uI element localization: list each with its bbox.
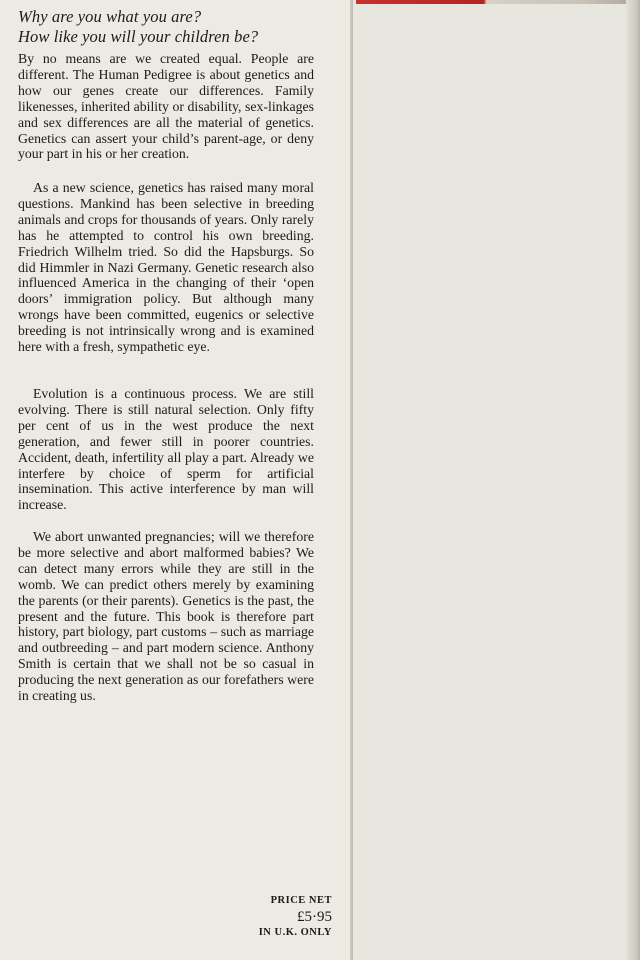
paragraph-4: We abort unwanted pregnancies; will we therefore be more selective and abort malformed babies? We can detect many errors while they are still in the womb. We can predict others merely by examining the parents (or their parents). Genetics is the past, the present and the future. This book is therefore part history, part biology, part customs – such as marriage and outbreeding – and part modern science. Anthony Smith is certain that we shall not be so casual in producing the next generation as our forefathers were in creating us.	[18, 529, 314, 704]
paragraph-3: Evolution is a continuous process. We are still evolving. There is still natural selection. Only fifty per cent of us in the west produce the next generation, and fewer still in poorer countries. Accident, death, infertility all play a part. Already we interfere by choice of sperm for artificial insemination. This active interference by man will increase.	[18, 386, 314, 513]
price-block	[259, 894, 332, 940]
heading-line-2: How like you will your children be?	[18, 27, 259, 46]
top-color-band	[356, 0, 640, 4]
inner-page	[353, 0, 640, 960]
paragraph-2: As a new science, genetics has raised many moral questions. Mankind has been selective in breeding animals and crops for thousands of years. Only rarely has he attempted to control his own breeding. Friedrich Wilhelm tried. So did the Hapsburgs. So did Himmler in Nazi Germany. Genetic research also influenced America in the changing of their ‘open doors’ immigration policy. But although many wrongs have been committed, eugenics or selective breeding is not intrinsically wrong and is examined here with a fresh, sympathetic eye.	[18, 180, 314, 355]
right-page-edge	[626, 0, 640, 960]
paragraph-1: By no means are we created equal. People are different. The Human Pedigree is about genetics and how our genes create our differences. Family likenesses, inherited ability or disability, sex-linkages and sex differences are all the material of genetics. Genetics can assert your child’s parent-age, or deny your part in his or her creation.	[18, 51, 314, 162]
price-value: £5·95	[297, 909, 332, 925]
price-note: IN U.K. ONLY	[258, 927, 332, 938]
heading-line-1: Why are you what you are?	[18, 7, 202, 26]
price-label: PRICE NET	[270, 895, 332, 906]
